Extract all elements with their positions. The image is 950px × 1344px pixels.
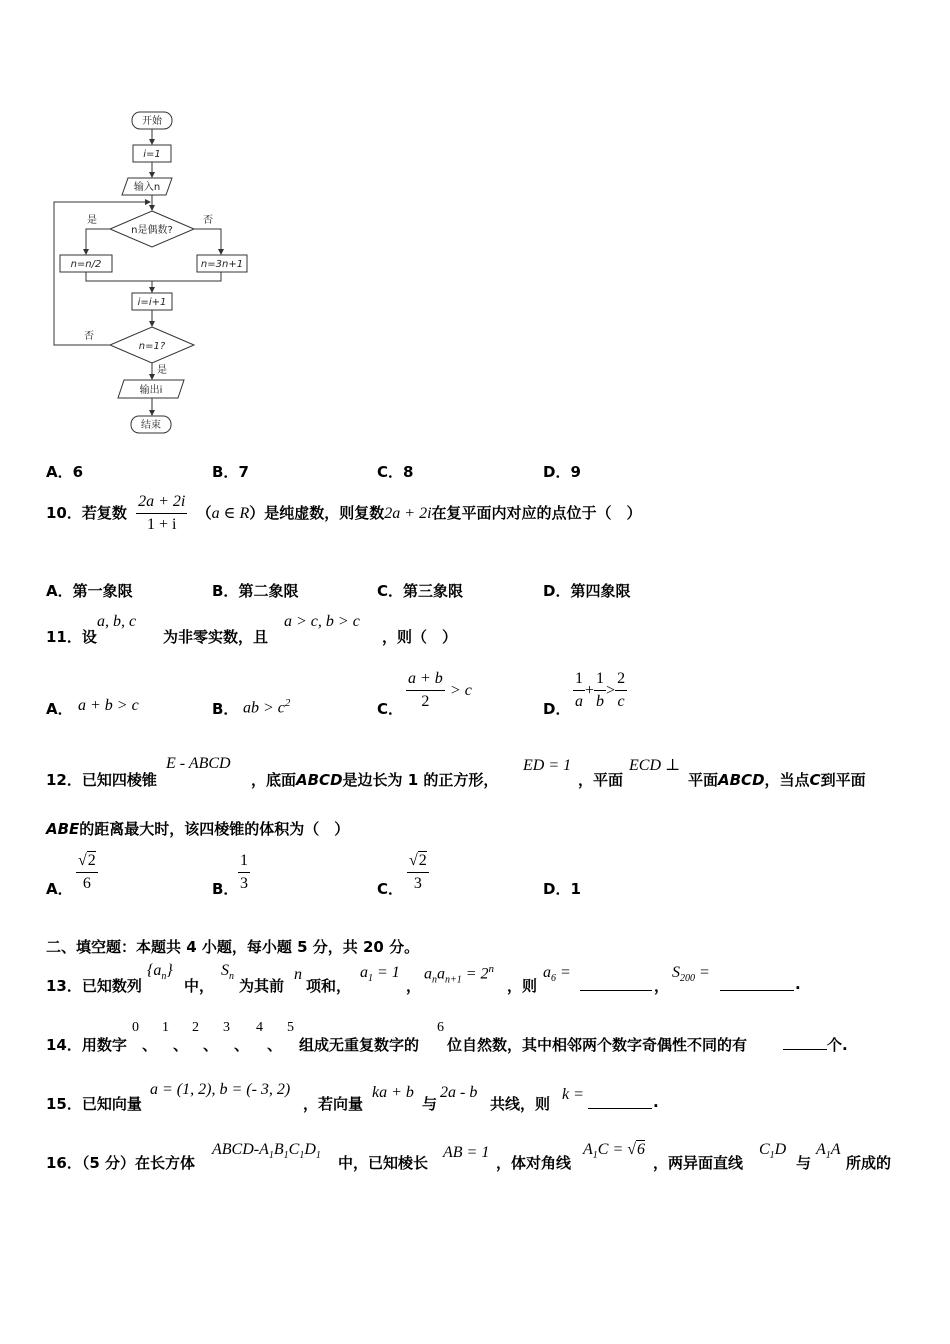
flow-no2-label: 否	[84, 331, 94, 342]
q13-text5: ，则	[507, 977, 538, 995]
q14-sep-3: 、	[203, 1036, 219, 1054]
q9-option-d: D．9	[543, 463, 581, 481]
q14-sep-5: 、	[267, 1036, 283, 1054]
q15-text1: ，若向量	[303, 1095, 364, 1113]
q14-end: 个.	[827, 1036, 848, 1054]
q10-option-a: A．第一象限	[46, 582, 133, 600]
q14-six: 6	[437, 1020, 444, 1035]
q12-option-c: $\frac{√2}{3}$	[409, 852, 427, 892]
q14-num: 14．用数字	[46, 1036, 127, 1054]
q9-option-c: C．8	[377, 463, 414, 481]
q16-line1: $C_1D$	[759, 1141, 787, 1162]
q13-text1: 中，	[184, 977, 215, 995]
q12-option-a-label: A．	[46, 880, 73, 898]
q11-option-c-label: C．	[377, 700, 404, 718]
q13-num: 13．已知数列	[46, 977, 142, 995]
q13-a1: $a_1 = 1$	[360, 964, 400, 985]
q11-option-b: ab > $c^2$	[243, 697, 291, 717]
q10-stem: 10．若复数 $\frac{2a + 2i}{1 + i}$ （a ∈ R）是纯虚数，则复数2a + 2i在复平面内对应的点位于（ ）	[46, 493, 642, 533]
q16-text1: 中，已知棱长	[338, 1154, 429, 1172]
q16-text4: 与	[796, 1154, 812, 1172]
q13-s200-blank[interactable]	[720, 976, 794, 991]
q16-solid: ABCD-$A_1B_1C_1D_1$	[212, 1141, 321, 1162]
q13-a6: $a_6$ =	[543, 964, 571, 985]
q11-option-d: $\frac{1}{a}$ + $\frac{1}{b}$ > $\frac{2}{c}$	[575, 670, 626, 710]
q12-option-c-label: C．	[377, 880, 404, 898]
flow-init-text: i=1	[143, 149, 161, 160]
q14-sep-4: 、	[234, 1036, 250, 1054]
flow-halve-text: n=n/2	[70, 259, 102, 270]
q12-plane: ECD ⊥	[629, 757, 681, 774]
q16-num: 16．（5 分）在长方体	[46, 1154, 196, 1172]
q10-option-b: B．第二象限	[212, 582, 299, 600]
q14-digit-1: 1	[162, 1020, 169, 1035]
q9-option-a: A．6	[46, 463, 84, 481]
q13-end: .	[795, 975, 801, 993]
q12-solid: E - ABCD	[166, 755, 231, 772]
q11-text: 为非零实数，且	[163, 628, 269, 646]
flow-decision-one-text: n=1?	[138, 341, 166, 352]
q11-option-a: a + b > c	[78, 697, 139, 714]
q14-digit-3: 3	[223, 1020, 230, 1035]
q14-text1: 组成无重复数字的	[299, 1036, 420, 1054]
q13-s: $S_n$	[221, 962, 234, 983]
q12-option-b-label: B．	[212, 880, 239, 898]
q9-option-b: B．7	[212, 463, 249, 481]
flow-increment-text: i=i+1	[137, 297, 167, 308]
q11-option-d-label: D．	[543, 700, 571, 718]
flow-decision-even-text: n是偶数?	[131, 225, 173, 236]
flowchart	[0, 0, 300, 450]
q13-n: n	[294, 966, 302, 983]
q11-option-a-label: A．	[46, 700, 73, 718]
q12-ed: ED = 1	[523, 757, 572, 774]
q15-comb1: ka + b	[372, 1084, 414, 1101]
q13-s200: $S_{200}$ =	[672, 964, 710, 985]
q14-digit-5: 5	[287, 1020, 294, 1035]
q13-text2: 为其前	[239, 977, 285, 995]
q15-k: k =	[562, 1086, 584, 1103]
flow-output-text: 输出i	[139, 385, 163, 396]
flow-end-text: 结束	[141, 420, 161, 431]
q14-digit-0: 0	[132, 1020, 139, 1035]
q11-tail: ，则（ ）	[382, 628, 458, 646]
q11-num: 11．设	[46, 628, 97, 646]
q14-digit-4: 4	[256, 1020, 263, 1035]
q14-blank[interactable]	[783, 1035, 827, 1050]
q12-text3: 平面ABCD，当点C到平面	[688, 771, 866, 789]
section-2-heading: 二、填空题：本题共 4 小题，每小题 5 分，共 20 分。	[46, 938, 420, 956]
q12-num: 12．已知四棱锥	[46, 771, 157, 789]
q16-ab: AB = 1	[443, 1144, 490, 1161]
q15-blank[interactable]	[588, 1094, 652, 1109]
q16-text5: 所成的	[846, 1154, 892, 1172]
q12-option-a: $\frac{√2}{6}$	[78, 852, 96, 892]
q13-text3: 项和，	[306, 977, 352, 995]
q10-option-d: D．第四象限	[543, 582, 631, 600]
q13-recurrence: $a_na_{n+1} = 2^n$	[424, 963, 495, 986]
q15-text2: 与	[422, 1095, 438, 1113]
flow-no1-label: 否	[203, 215, 213, 226]
flow-start-text: 开始	[142, 116, 162, 127]
q12-text2: ，平面	[578, 771, 624, 789]
q12-text1: ，底面ABCD是边长为 1 的正方形，	[251, 771, 499, 789]
q13-text6: ，	[654, 977, 670, 995]
q16-text2: ，体对角线	[496, 1154, 572, 1172]
q13-text4: ，	[406, 977, 422, 995]
q14-digit-2: 2	[192, 1020, 199, 1035]
q16-text3: ，两异面直线	[653, 1154, 744, 1172]
q11-cond: a > c, b > c	[284, 613, 360, 630]
q13-seq: $\{a_n\}$	[147, 962, 173, 983]
flow-yes2-label: 是	[157, 365, 167, 376]
q12-option-d: D．1	[543, 880, 581, 898]
q16-diagonal: $A_1C = √6$	[583, 1141, 646, 1162]
q15-comb2: 2a - b	[440, 1084, 478, 1101]
q14-text2: 位自然数，其中相邻两个数字奇偶性不同的有	[447, 1036, 748, 1054]
q11-vars: a, b, c	[97, 613, 137, 630]
q15-vectors: a = (1, 2), b = (- 3, 2)	[150, 1081, 291, 1098]
q10-option-c: C．第三象限	[377, 582, 464, 600]
q11-option-b-label: B．	[212, 700, 239, 718]
q15-text3: 共线，则	[490, 1095, 551, 1113]
q13-a6-blank[interactable]	[580, 976, 652, 991]
flow-input-text: 输入n	[133, 182, 161, 193]
q16-line2: $A_1A$	[816, 1141, 841, 1162]
q15-end: .	[653, 1093, 659, 1111]
q11-option-c: $\frac{a + b}{2}$ > c	[408, 670, 472, 710]
q14-sep-2: 、	[173, 1036, 189, 1054]
flow-triple-text: n=3n+1	[200, 259, 244, 270]
flow-yes1-label: 是	[87, 215, 97, 226]
q15-num: 15．已知向量	[46, 1095, 142, 1113]
q12-option-b: $\frac{1}{3}$	[240, 852, 248, 892]
q12-line2: ABE的距离最大时，该四棱锥的体积为（ ）	[46, 820, 350, 838]
q14-sep-1: 、	[142, 1036, 158, 1054]
